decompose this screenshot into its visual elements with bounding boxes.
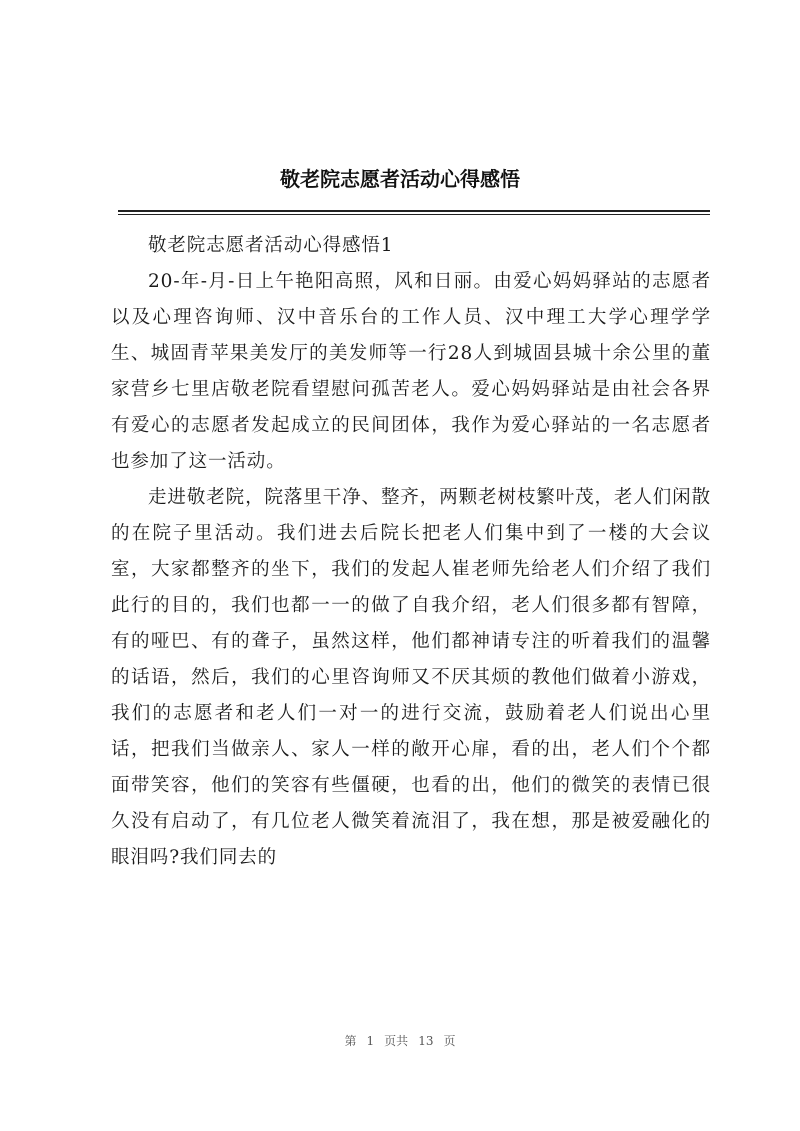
footer-suffix: 页	[443, 1034, 456, 1048]
footer-middle: 页共	[384, 1034, 409, 1048]
paragraph-heading: 敬老院志愿者活动心得感悟1	[148, 235, 394, 256]
footer-total-pages: 13	[418, 1034, 434, 1048]
paragraph: 20-年-月-日上午艳阳高照，风和日丽。由爱心妈妈驿站的志愿者以及心理咨询师、汉中音乐台的工作人员、汉中理工大学心理学学生、城固青苹果美发厅的美发师等一行28人到城固县城十余公里的董家营乡七里店敬老院看望慰问孤苦老人。爱心妈妈驿站是由社会各界有爱心的志愿者发起成立的民间团体，我作为爱心驿站的一名志愿者也参加了这一活动。	[111, 271, 711, 472]
document-body	[111, 228, 711, 876]
title-divider-thin	[118, 214, 710, 215]
footer-prefix: 第	[344, 1034, 357, 1048]
page-title: 敬老院志愿者活动心得感悟	[280, 167, 520, 191]
page-footer	[0, 1032, 800, 1049]
title-divider-thick	[118, 210, 710, 212]
footer-current-page: 1	[366, 1034, 375, 1048]
paragraph: 走进敬老院，院落里干净、整齐，两颗老树枝繁叶茂，老人们闲散的在院子里活动。我们进去后院长把老人们集中到了一楼的大会议室，大家都整齐的坐下，我们的发起人崔老师先给老人们介绍了我们此行的目的，我们也都一一的做了自我介绍，老人们很多都有智障，有的哑巴、有的聋子，虽然这样，他们都神请专注的听着我们的温馨的话语，然后，我们的心里咨询师又不厌其烦的教他们做着小游戏，我们的志愿者和老人们一对一的进行交流，鼓励着老人们说出心里话，把我们当做亲人、家人一样的敞开心扉，看的出，老人们个个都面带笑容，他们的笑容有些僵硬，也看的出，他们的微笑的表情已很久没有启动了，有几位老人微笑着流泪了，我在想，那是被爱融化的眼泪吗?我们同去的	[111, 487, 711, 868]
